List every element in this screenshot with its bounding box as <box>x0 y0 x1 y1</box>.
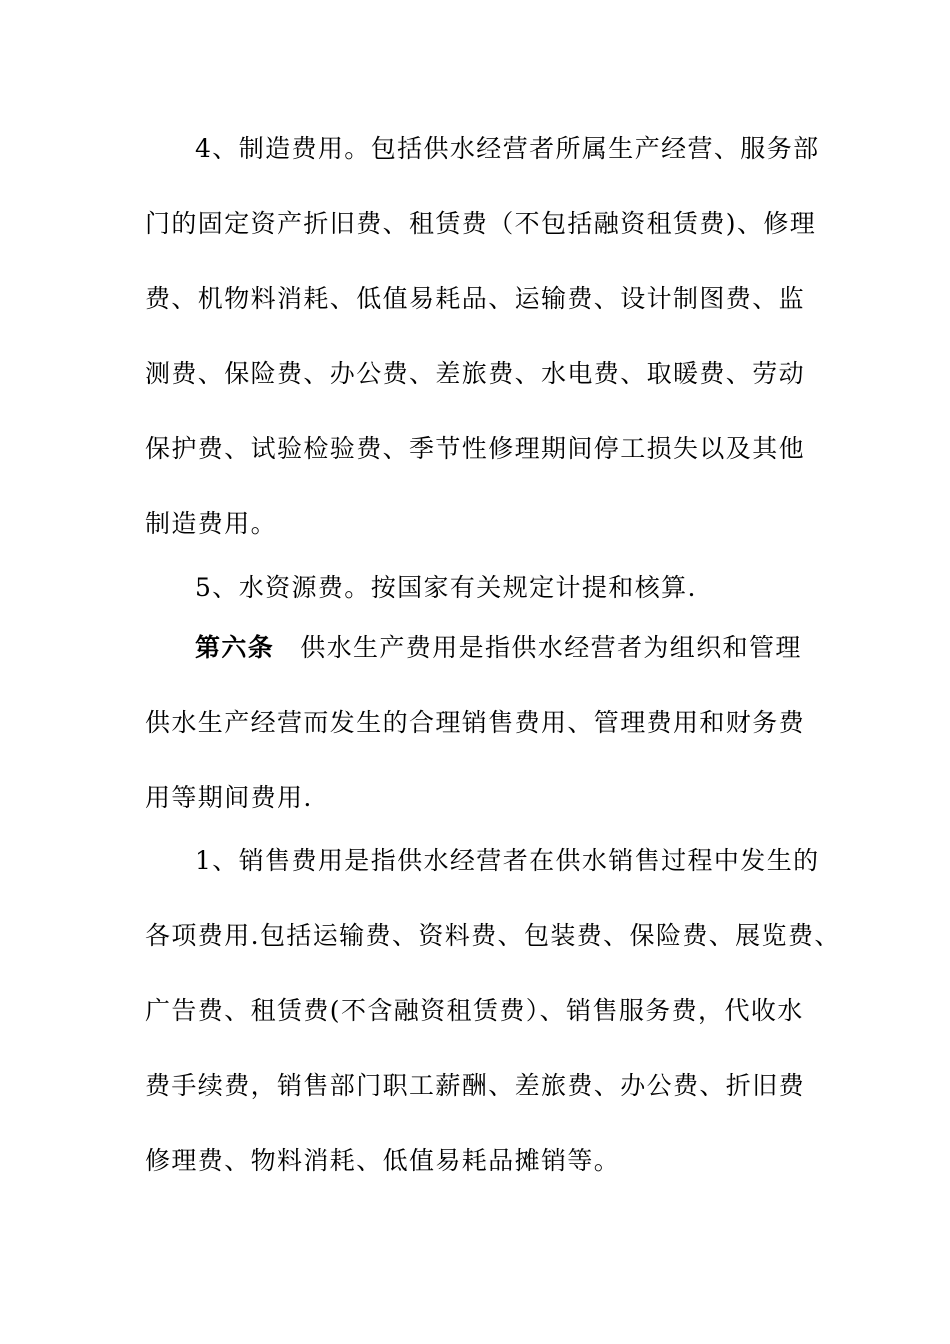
article-heading: 第六条 <box>195 633 275 662</box>
paragraph-line: 供水生产经营而发生的合理销售费用、管理费用和财务费 <box>145 708 806 737</box>
article-line <box>195 632 802 664</box>
paragraph-line: 费、机物料消耗、低值易耗品、运输费、设计制图费、监 <box>145 284 806 313</box>
paragraph-line: 费手续费，销售部门职工薪酬、差旅费、办公费、折旧费 <box>145 1071 806 1100</box>
paragraph-line: 修理费、物料消耗、低值易耗品摊销等。 <box>145 1146 621 1175</box>
paragraph-line: 1、销售费用是指供水经营者在供水销售过程中发生的 <box>195 846 820 875</box>
paragraph-line: 用等期间费用. <box>145 783 313 812</box>
paragraph-line: 保护费、试验检验费、季节性修理期间停工损失以及其他 <box>145 434 806 463</box>
paragraph-line: 各项费用.包括运输费、资料费、包装费、保险费、展览费、 <box>145 921 841 950</box>
article-text: 供水生产费用是指供水经营者为组织和管理 <box>300 633 802 662</box>
paragraph-line: 门的固定资产折旧费、租赁费（不包括融资租赁费)、修理 <box>145 209 817 238</box>
paragraph-line: 5、水资源费。按国家有关规定计提和核算. <box>195 573 697 602</box>
paragraph-line: 测费、保险费、办公费、差旅费、水电费、取暖费、劳动 <box>145 359 806 388</box>
paragraph-line: 制造费用。 <box>145 509 278 538</box>
paragraph-line: 4、制造费用。包括供水经营者所属生产经营、服务部 <box>195 134 820 163</box>
paragraph-line: 广告费、租赁费(不含融资租赁费）、销售服务费，代收水 <box>145 996 804 1025</box>
